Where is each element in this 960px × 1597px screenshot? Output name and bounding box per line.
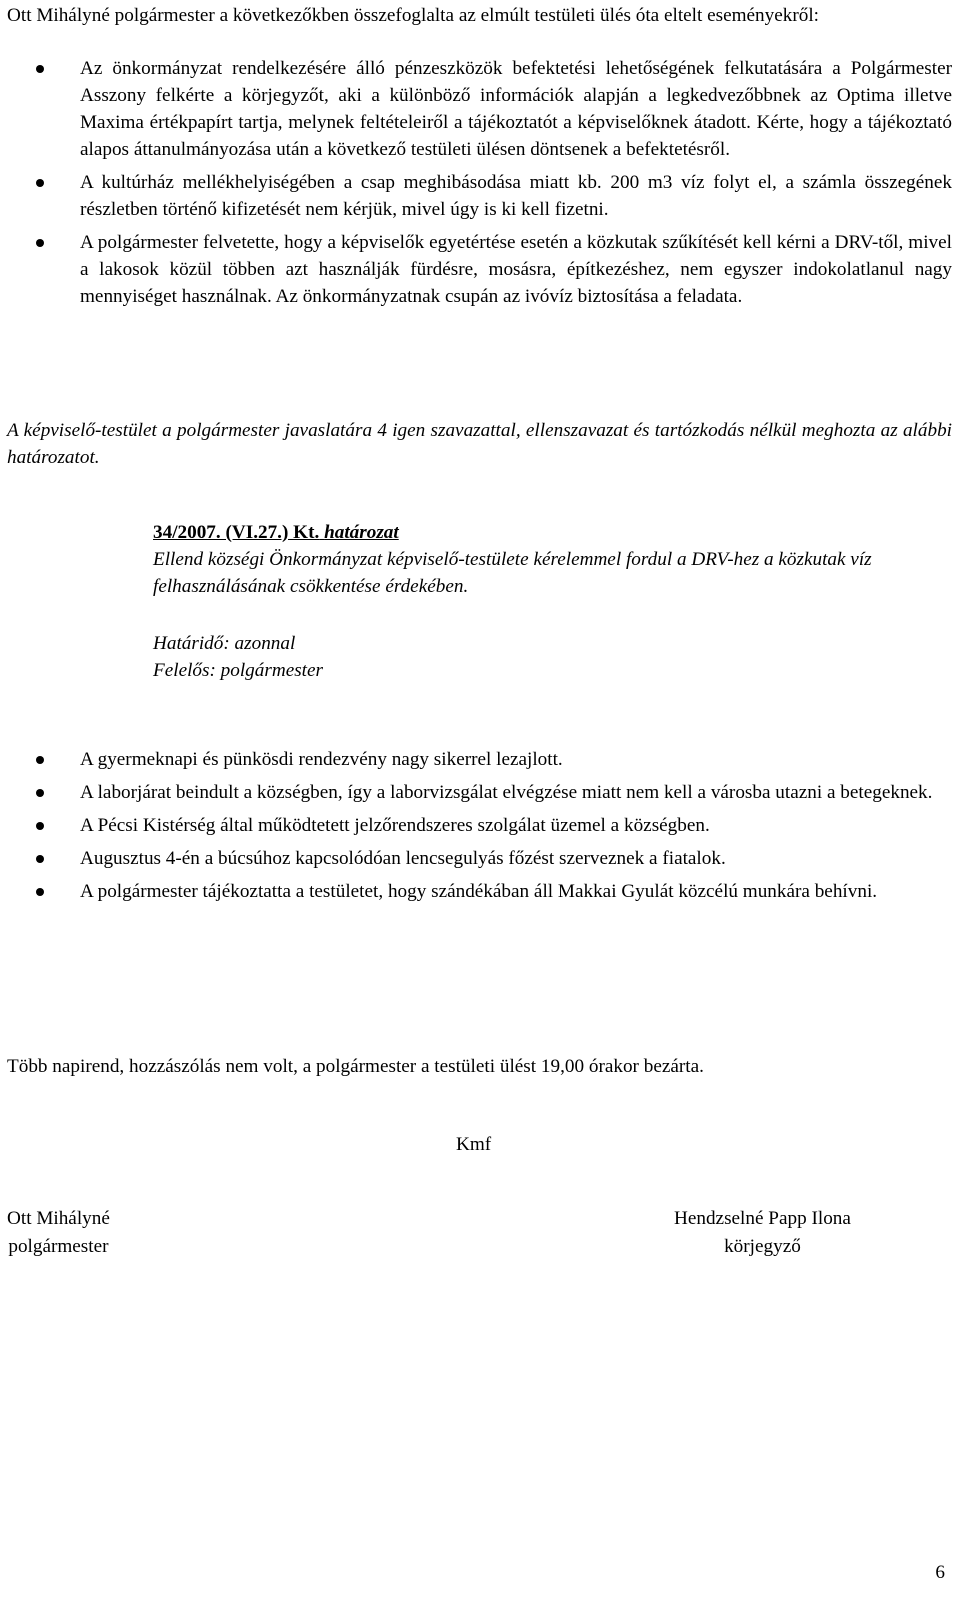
bullet-icon — [36, 888, 44, 896]
resolution-title — [153, 519, 953, 546]
list-item — [0, 779, 960, 806]
bullet-icon — [36, 179, 44, 187]
list-item — [0, 169, 960, 223]
list-item — [0, 878, 960, 905]
resolution-body: Ellend községi Önkormányzat képviselő-testülete kérelemmel fordul a DRV-hez a közkutak víz felhasználásának csökkentése érdekében. — [153, 549, 872, 597]
list-item-text: Augusztus 4-én a búcsúhoz kapcsolódóan lencsegulyás főzést szerveznek a fiatalok. — [80, 848, 726, 869]
bullet-icon — [36, 789, 44, 797]
signature-name: Hendzselné Papp Ilona — [674, 1208, 851, 1229]
resolution-block — [153, 519, 953, 600]
list-item — [0, 746, 960, 773]
signature-notary — [674, 1205, 851, 1261]
kmf-label: Kmf — [456, 1134, 492, 1155]
signature-name: Ott Mihályné — [7, 1208, 110, 1229]
signature-mayor — [7, 1205, 110, 1261]
list-item-text: Az önkormányzat rendelkezésére álló pénzeszközök befektetési lehetőségének felkutatására a Polgármester Asszony felkérte a körjegyzőt, aki a különböző információk alapján a legkedvezőbbnek az Optima illetve Maxima értékpapírt tartja, melynek feltételeiről a tájékoztatót a képviselőknek átadott. Kérte, hogy a tájékoztató alapos áttanulmányozása után a következő testületi ülésen döntsenek a befektetésről. — [80, 58, 952, 160]
event-list-second — [0, 746, 960, 911]
signature-role: polgármester — [8, 1236, 109, 1257]
page-number: 6 — [935, 1562, 945, 1583]
list-item-text: A polgármester tájékoztatta a testületet, hogy szándékában áll Makkai Gyulát közcélú munkára behívni. — [80, 881, 878, 902]
vote-statement: A képviselő-testület a polgármester javaslatára 4 igen szavazattal, ellenszavazat és tartózkodás nélkül meghozta az alábbi határozatot. — [7, 420, 952, 468]
list-item — [0, 845, 960, 872]
resolution-responsible: Felelős: polgármester — [153, 660, 323, 681]
closing-statement: Több napirend, hozzászólás nem volt, a polgármester a testületi ülést 19,00 órakor bezárta. — [7, 1056, 704, 1077]
list-item-text: A gyermeknapi és pünkösdi rendezvény nagy sikerrel lezajlott. — [80, 749, 563, 770]
event-list-1 — [0, 55, 960, 316]
resolution-meta — [153, 630, 323, 684]
resolution-deadline: Határidő: azonnal — [153, 633, 296, 654]
list-item-text: A Pécsi Kistérség által működtetett jelzőrendszeres szolgálat üzemel a községben. — [80, 815, 710, 836]
bullet-icon — [36, 239, 44, 247]
list-item-text: A polgármester felvetette, hogy a képviselők egyetértése esetén a közkutak szűkítését kell kérni a DRV-től, mivel a lakosok közül többen azt használják fürdésre, mosásra, építkezéshez, nem egyszer indokolatlanul nagy mennyiséget használnak. Az önkormányzatnak csupán az ivóvíz biztosítása a feladata. — [80, 232, 952, 307]
intro-paragraph: Ott Mihályné polgármester a következőkben összefoglalta az elmúlt testületi ülés óta eltelt eseményekről: — [7, 5, 820, 26]
list-item — [0, 229, 960, 310]
resolution-number: 34/2007. (VI.27.) Kt. — [153, 522, 320, 543]
list-item — [0, 812, 960, 839]
list-item-text: A kultúrház mellékhelyiségében a csap meghibásodása miatt kb. 200 m3 víz folyt el, a számla összegének részletben történő kifizetését nem kérjük, mivel úgy is ki kell fizetni. — [80, 172, 952, 220]
list-item — [0, 55, 960, 163]
bullet-icon — [36, 756, 44, 764]
resolution-label: határozat — [324, 522, 399, 543]
bullet-icon — [36, 855, 44, 863]
signature-role: körjegyző — [724, 1236, 801, 1257]
bullet-icon — [36, 822, 44, 830]
list-item-text: A laborjárat beindult a községben, így a laborvizsgálat elvégzése miatt nem kell a városba utazni a betegeknek. — [80, 782, 933, 803]
bullet-icon — [36, 65, 44, 73]
